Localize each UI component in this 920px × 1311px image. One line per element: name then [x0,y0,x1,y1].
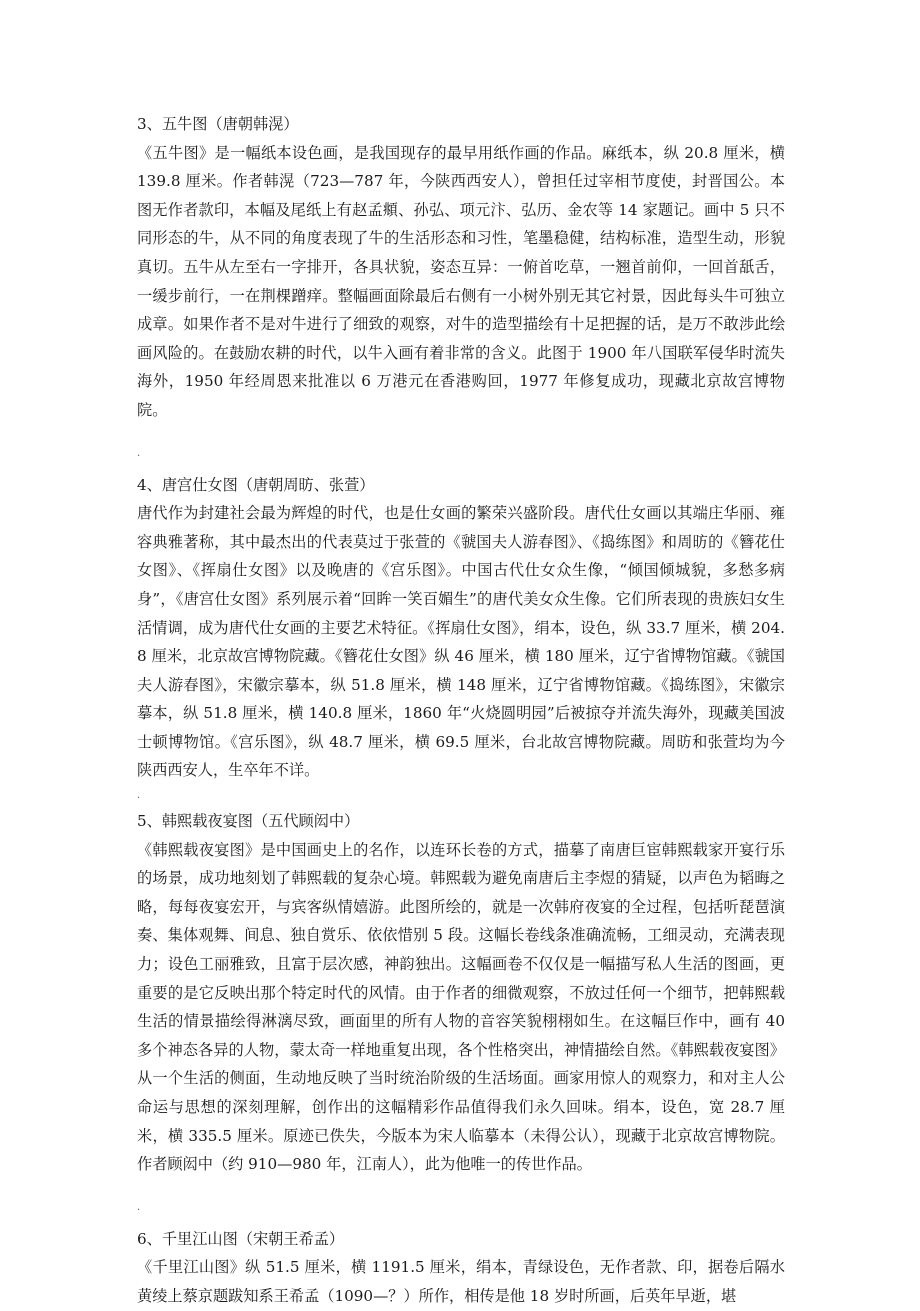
section-title: 3、五牛图（唐朝韩滉） [137,115,299,133]
section-title: 6、千里江山图（宋朝王希孟） [137,1229,345,1248]
section-separator: . [137,790,141,802]
section-title: 4、唐宫仕女图（唐朝周昉、张萱） [137,475,375,494]
section-tang-court-ladies [137,471,785,808]
section-five-oxen [137,110,785,471]
section-body: 唐代作为封建社会最为辉煌的时代，也是仕女画的繁荣兴盛阶段。唐代仕女画以其端庄华丽、雍容典雅著称，其中最杰出的代表莫过于张萱的《虢国夫人游春图》、《捣练图》和周昉的《簪花仕女图》、《挥扇仕女图》以及晚唐的《宫乐图》。中国古代仕女众生像，“倾国倾城貌，多愁多病身”，《唐宫仕女图》系列展示着“回眸一笑百媚生”的唐代美女众生像。它们所表现的贵族妇女生活情调，成为唐代仕女画的主要艺术特征。《挥扇仕女图》，绢本，设色，纵 33.7 厘米，横 204.8 厘米，北京故宫博物院藏。《簪花仕女图》纵 46 厘米，横 180 厘米，辽宁省博物馆藏。《虢国夫人游春图》，宋徽宗摹本，纵 51.8 厘米，横 148 厘米，辽宁省博物馆藏。《捣练图》，宋徽宗摹本，纵 51.8 厘米，横 140.8 厘米，1860 年“火烧圆明园”后被掠夺并流失海外，现藏美国波士顿博物馆。《宫乐图》，纵 48.7 厘米，横 69.5 厘米，台北故宫博物院藏。周昉和张萱均为今陕西西安人，生卒年不详。 [137,504,785,780]
section-body: 《韩熙载夜宴图》是中国画史上的名作，以连环长卷的方式，描摹了南唐巨宦韩熙载家开宴行乐的场景，成功地刻划了韩熙载的复杂心境。韩熙载为避免南唐后主李煜的猜疑，以声色为韬晦之略，每每夜宴宏开，与宾客纵情嬉游。此图所绘的，就是一次韩府夜宴的全过程，包括听琵琶演奏、集体观舞、间息、独自赏乐、依依惜别 5 段。这幅长卷线条准确流畅，工细灵动，充满表现力；设色工丽雅致，且富于层次感，神韵独出。这幅画卷不仅仅是一幅描写私人生活的图画，更重要的是它反映出那个特定时代的风情。由于作者的细微观察，不放过任何一个细节，把韩熙载生活的情景描绘得淋漓尽致，画面里的所有人物的音容笑貌栩栩如生。在这幅巨作中，画有 40 多个神态各异的人物，蒙太奇一样地重复出现，各个性格突出，神情描绘自然。《韩熙载夜宴图》从一个生活的侧面，生动地反映了当时统治阶级的生活场面。画家用惊人的观察力，和对主人公命运与思想的深刻理解，创作出的这幅精彩作品值得我们永久回味。绢本，设色，宽 28.7 厘米，横 335.5 厘米。原迹已佚失，今版本为宋人临摹本（未得公认），现藏于北京故宫博物院。作者顾闳中（约 910—980 年，江南人），此为他唯一的传世作品。 [137,840,785,1174]
section-body: 《千里江山图》纵 51.5 厘米，横 1191.5 厘米，绢本，青绿设色，无作者款、印，据卷后隔水黄绫上蔡京题跋知系王希孟（1090—？）所作，相传是他 18 岁时所画，后英年早逝，堪 [137,1258,785,1305]
section-thousand-li-rivers [137,1225,785,1311]
section-night-revels [137,807,785,1225]
section-separator: . [137,1201,141,1213]
section-body: 《五牛图》是一幅纸本设色画，是我国现存的最早用纸作画的作品。麻纸本，纵 20.8 厘米，横 139.8 厘米。作者韩滉（723—787 年，今陕西西安人），曾担任过宰相节度使，封晋国公。本图无作者款印，本幅及尾纸上有赵孟頫、孙弘、项元汴、弘历、金农等 14 家题记。画中 5 只不同形态的牛，从不同的角度表现了牛的生活形态和习性，笔墨稳健，结构标准，造型生动，形貌真切。五牛从左至右一字排开，各具状貌，姿态互异：一俯首吃草，一翘首前仰，一回首舐舌，一缓步前行，一在荆棵蹭痒。整幅画面除最后右侧有一小树外别无其它衬景，因此每头牛可独立成章。如果作者不是对牛进行了细致的观察，对牛的造型描绘有十足把握的话，是万不敢涉此绘画风险的。在鼓励农耕的时代，以牛入画有着非常的含义。此图于 1900 年八国联军侵华时流失海外，1950 年经周恩来批准以 6 万港元在香港购回，1977 年修复成功，现藏北京故宫博物院。 [137,143,785,419]
document-content [137,110,785,1311]
section-separator: . [137,447,141,459]
section-title: 5、韩熙载夜宴图（五代顾闳中） [137,812,360,831]
